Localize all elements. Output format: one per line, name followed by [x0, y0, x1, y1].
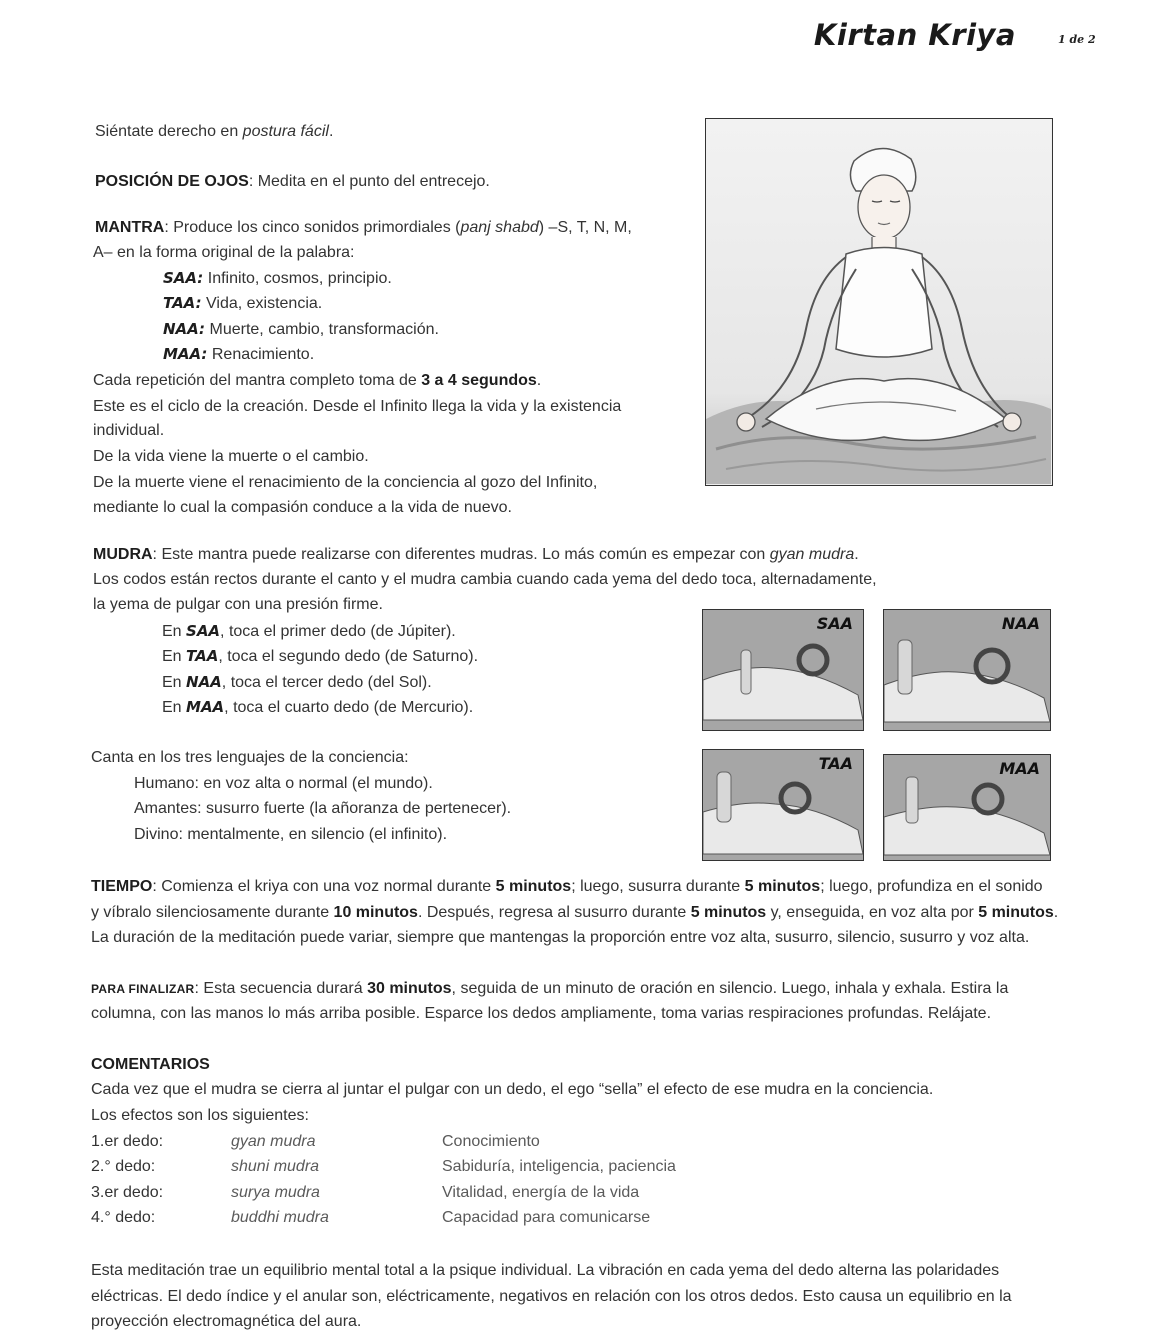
finish-line-2: columna, con las manos lo más arriba posible. Esparce los dedos ampliamente, toma varias respiraciones profundas. Relájate.: [91, 1005, 992, 1022]
mantra-line-1: MANTRA: Produce los cinco sonidos primordiales (panj shabd) –S, T, N, M,: [95, 219, 632, 236]
closing-line-2: eléctricas. El dedo índice y el anular son, eléctricamente, negativos en relación con los otros dedos. Esto causa un equilibrio en la: [91, 1288, 1012, 1305]
mudra-photo-saa: [702, 609, 864, 731]
sound-taa: TAA: Vida, existencia.: [163, 294, 323, 312]
table-row-effect: Sabiduría, inteligencia, paciencia: [442, 1158, 676, 1175]
time-line-1: TIEMPO: Comienza el kriya con una voz normal durante 5 minutos; luego, susurra durante 5 minutos; luego, profundiza en el sonido: [91, 878, 1043, 895]
table-row-finger: 1.er dedo:: [91, 1133, 164, 1150]
time-line-2: y víbralo silenciosamente durante 10 minutos. Después, regresa al susurro durante 5 minutos y, enseguida, en voz alta por 5 minutos.: [91, 904, 1059, 921]
languages-intro: Canta en los tres lenguajes de la conciencia:: [91, 749, 409, 766]
time-line-3: La duración de la meditación puede variar, siempre que mantengas la proporción entre voz alta, susurro, silencio, susurro y voz alta.: [91, 929, 1030, 946]
intro-line: Siéntate derecho en postura fácil.: [95, 123, 334, 140]
meditation-photo: [705, 118, 1053, 486]
repetition-line: Cada repetición del mantra completo toma de 3 a 4 segundos.: [93, 372, 542, 389]
time-label: TIEMPO: [91, 878, 153, 895]
table-row-effect: Conocimiento: [442, 1133, 540, 1150]
mudra-line-3: la yema de pulgar con una presión firme.: [93, 596, 383, 613]
mudra-photo-maa: [883, 754, 1051, 861]
mudra-photo-label: MAA: [999, 759, 1040, 778]
table-row-finger: 3.er dedo:: [91, 1184, 164, 1201]
page-title: Kirtan Kriya: [813, 18, 1016, 52]
language-lovers: Amantes: susurro fuerte (la añoranza de pertenecer).: [134, 800, 512, 817]
mudra-photo-taa: [702, 749, 864, 861]
comments-heading: COMENTARIOS: [91, 1056, 210, 1073]
mudra-photo-label: NAA: [1001, 614, 1040, 633]
cycle-line-2: individual.: [93, 422, 165, 439]
table-row-mudra: surya mudra: [231, 1184, 320, 1201]
mantra-line-2: A– en la forma original de la palabra:: [93, 244, 355, 261]
table-row-mudra: gyan mudra: [231, 1133, 316, 1150]
cycle-line-1: Este es el ciclo de la creación. Desde el Infinito llega la vida y la existencia: [93, 398, 622, 415]
touch-naa: En NAA, toca el tercer dedo (del Sol).: [162, 673, 432, 691]
finish-line-1: PARA FINALIZAR: Esta secuencia durará 30 minutos, seguida de un minuto de oración en silencio. Luego, inhala y exhala. Estira la: [91, 980, 1009, 997]
touch-maa: En MAA, toca el cuarto dedo (de Mercurio).: [162, 698, 474, 716]
language-human: Humano: en voz alta o normal (el mundo).: [134, 775, 433, 792]
sound-saa: SAA: Infinito, cosmos, principio.: [163, 269, 392, 287]
touch-saa: En SAA, toca el primer dedo (de Júpiter).: [162, 622, 456, 640]
table-row-finger: 4.° dedo:: [91, 1209, 156, 1226]
page-number: 1 de 2: [1058, 33, 1096, 46]
sound-maa: MAA: Renacimiento.: [163, 345, 315, 363]
mudra-line-1: MUDRA: Este mantra puede realizarse con diferentes mudras. Lo más común es empezar con gyan mudra.: [93, 546, 859, 563]
comments-line-1: Cada vez que el mudra se cierra al juntar el pulgar con un dedo, el ego “sella” el efecto de ese mudra en la conciencia.: [91, 1081, 934, 1098]
table-row-finger: 2.° dedo:: [91, 1158, 156, 1175]
cycle-line-4: De la muerte viene el renacimiento de la conciencia al gozo del Infinito,: [93, 474, 598, 491]
eyes-label: POSICIÓN DE OJOS: [95, 173, 249, 190]
mudra-photo-label: TAA: [818, 754, 853, 773]
mudra-photo-label: SAA: [816, 614, 853, 633]
language-divine: Divino: mentalmente, en silencio (el infinito).: [134, 826, 448, 843]
closing-line-1: Esta meditación trae un equilibrio mental total a la psique individual. La vibración en cada yema del dedo alterna las polaridades: [91, 1262, 1000, 1279]
mudra-label: MUDRA: [93, 546, 153, 563]
touch-taa: En TAA, toca el segundo dedo (de Saturno).: [162, 647, 479, 665]
table-row-mudra: buddhi mudra: [231, 1209, 329, 1226]
mantra-label: MANTRA: [95, 219, 165, 236]
closing-line-3: proyección electromagnética del aura.: [91, 1313, 362, 1330]
sound-naa: NAA: Muerte, cambio, transformación.: [163, 320, 439, 338]
mudra-line-2: Los codos están rectos durante el canto y el mudra cambia cuando cada yema del dedo toca, alternadamente,: [93, 571, 877, 588]
finish-label: PARA FINALIZAR: [91, 982, 195, 996]
table-row-mudra: shuni mudra: [231, 1158, 320, 1175]
mudra-photo-naa: [883, 609, 1051, 731]
meditating-woman-illustration: [706, 119, 1051, 484]
cycle-line-3: De la vida viene la muerte o el cambio.: [93, 448, 369, 465]
table-row-effect: Capacidad para comunicarse: [442, 1209, 651, 1226]
table-row-effect: Vitalidad, energía de la vida: [442, 1184, 640, 1201]
comments-line-2: Los efectos son los siguientes:: [91, 1107, 309, 1124]
cycle-line-5: mediante lo cual la compasión conduce a la vida de nuevo.: [93, 499, 512, 516]
eyes-line: POSICIÓN DE OJOS: Medita en el punto del entrecejo.: [95, 173, 490, 190]
